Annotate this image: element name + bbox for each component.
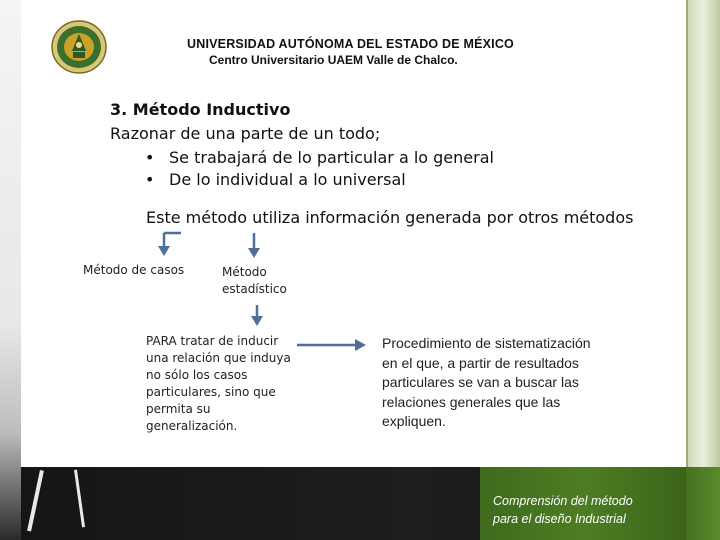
center-subtitle: Centro Universitario UAEM Valle de Chalco. [209, 53, 458, 67]
para-line: no sólo los casos [146, 368, 248, 382]
method-statistical-line: Método [222, 265, 267, 279]
method-statistical-label [222, 264, 287, 298]
bullet-marker: • [145, 148, 155, 167]
arrow-head [355, 339, 366, 351]
arrow-head [251, 316, 263, 326]
footer-caption [493, 492, 633, 528]
para-line: PARA tratar de inducir [146, 334, 279, 348]
bullet-text: De lo individual a lo universal [169, 170, 406, 189]
method-statistical-line: estadístico [222, 282, 287, 296]
footer-line: Comprensión del método [493, 494, 633, 508]
para-line: permita su [146, 402, 211, 416]
bullet-marker: • [145, 170, 155, 189]
procedure-line: Procedimiento de sistematización [382, 335, 591, 351]
university-title: UNIVERSIDAD AUTÓNOMA DEL ESTADO DE MÉXICO [187, 37, 514, 51]
footer-line: para el diseño Industrial [493, 512, 626, 526]
para-box-text [146, 333, 291, 435]
lead-sentence: Este método utiliza información generada por otros métodos [146, 208, 634, 227]
procedure-text [382, 334, 632, 432]
procedure-line: expliquen. [382, 413, 446, 429]
para-line: generalización. [146, 419, 238, 433]
procedure-line: particulares se van a buscar las [382, 374, 579, 390]
para-line: una relación que induya [146, 351, 291, 365]
procedure-line: relaciones generales que las [382, 393, 561, 410]
method-cases-label: Método de casos [83, 263, 185, 277]
arrow-head [158, 246, 170, 256]
section-intro: Razonar de una parte de un todo; [110, 124, 381, 143]
bullet-text: Se trabajará de lo particular a lo general [169, 148, 494, 167]
para-line: particulares, sino que [146, 385, 276, 399]
procedure-line: en el que, a partir de resultados [382, 354, 579, 371]
section-heading: 3. Método Inductivo [110, 100, 291, 119]
arrow-head [248, 248, 260, 258]
